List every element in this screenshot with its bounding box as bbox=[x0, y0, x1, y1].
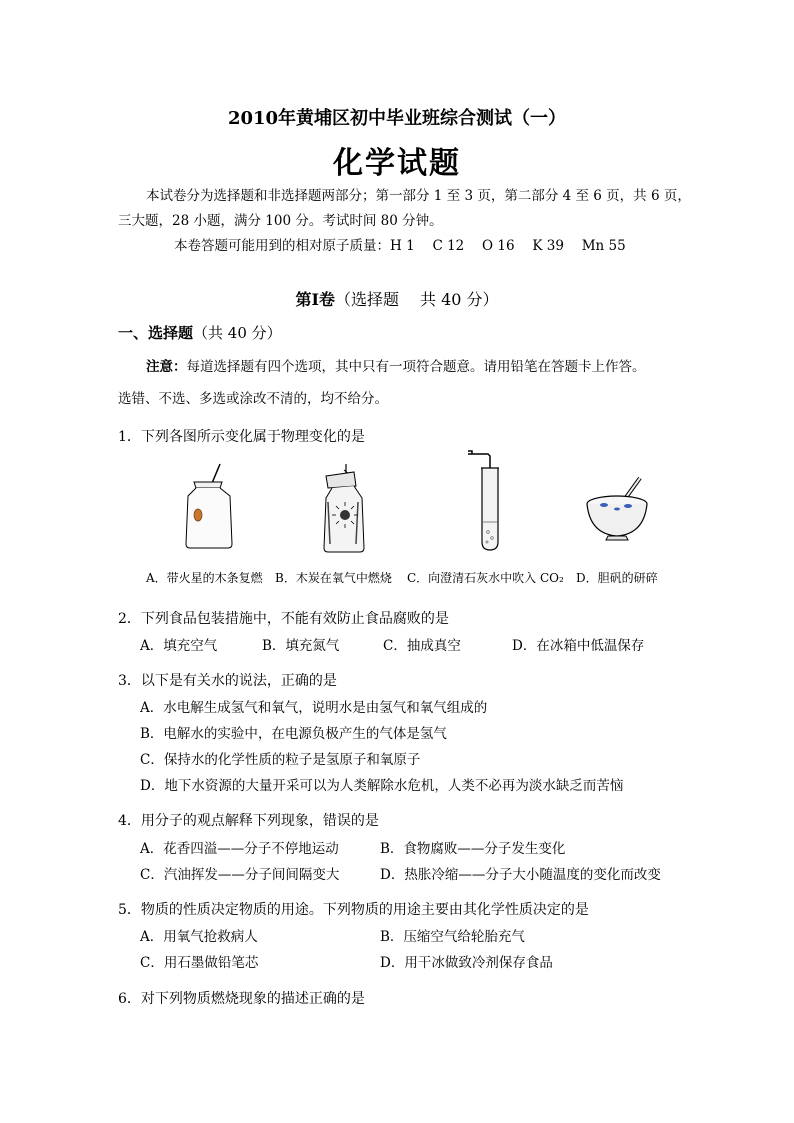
q5-option-d: D．用干冰做致冷剂保存食品 bbox=[380, 955, 553, 971]
part-one-label: 第Ⅰ卷 bbox=[295, 290, 335, 309]
note-line-2: 选错、不选、多选或涂改不清的，均不给分。 bbox=[118, 391, 388, 407]
question-6-stem: 6．对下列物质燃烧现象的描述正确的是 bbox=[118, 991, 365, 1007]
exam-title: 2010年黄埔区初中毕业班综合测试（一） bbox=[227, 108, 567, 129]
q3-option-c: C．保持水的化学性质的粒子是氢原子和氧原子 bbox=[140, 752, 421, 768]
q5-option-c: C．用石墨做铅笔芯 bbox=[140, 955, 259, 971]
q2-option-a: A．填充空气 bbox=[140, 638, 218, 654]
q5-option-b: B．压缩空气给轮胎充气 bbox=[380, 929, 525, 945]
q1-caption-b: B．木炭在氧气中燃烧 bbox=[275, 571, 392, 585]
question-4-stem: 4．用分子的观点解释下列现象，错误的是 bbox=[118, 813, 379, 829]
question-2-stem: 2．下列食品包装措施中，不能有效防止食品腐败的是 bbox=[118, 611, 449, 627]
question-1-stem: 1．下列各图所示变化属于物理变化的是 bbox=[118, 429, 365, 445]
mortar-pestle-figure bbox=[584, 474, 654, 548]
section-one-heading bbox=[118, 322, 282, 343]
q3-option-a: A．水电解生成氢气和氧气，说明水是由氢气和氧气组成的 bbox=[140, 700, 488, 716]
part-one-heading bbox=[0, 287, 794, 310]
intro-atomic-masses: 本卷答题可能用到的相对原子质量：H 1 C 12 O 16 K 39 Mn 55 bbox=[174, 238, 626, 254]
q4-option-b: B．食物腐败——分子发生变化 bbox=[380, 841, 566, 857]
q4-option-d: D．热胀冷缩——分子大小随温度的变化而改变 bbox=[380, 867, 661, 883]
q4-option-a: A．花香四溢——分子不停地运动 bbox=[140, 841, 339, 857]
question-5-stem: 5．物质的性质决定物质的用途。下列物质的用途主要由其化学性质决定的是 bbox=[118, 902, 589, 918]
note-label: 注意： bbox=[146, 359, 187, 375]
q2-option-b: B．填充氮气 bbox=[262, 638, 340, 654]
question-3-stem: 3．以下是有关水的说法，正确的是 bbox=[118, 673, 337, 689]
q3-option-d: D．地下水资源的大量开采可以为人类解除水危机，人类不必再为淡水缺乏而苦恼 bbox=[140, 778, 624, 794]
section-one-label: 一、选择题 bbox=[118, 324, 194, 342]
subject-title: 化学试题 bbox=[333, 146, 461, 181]
q4-option-c: C．汽油挥发——分子间间隔变大 bbox=[140, 867, 340, 883]
limewater-tube-figure bbox=[460, 448, 510, 553]
q1-caption-c: C．向澄清石灰水中吹入 CO₂ bbox=[407, 571, 564, 585]
charcoal-oxygen-figure bbox=[318, 462, 368, 557]
q2-option-c: C．抽成真空 bbox=[383, 638, 461, 654]
intro-line-2: 三大题，28 小题，满分 100 分。考试时间 80 分钟。 bbox=[118, 213, 443, 229]
jar-splint-figure bbox=[176, 462, 242, 552]
q3-option-b: B．电解水的实验中，在电源负极产生的气体是氢气 bbox=[140, 726, 447, 742]
q1-caption-d: D．胆矾的研碎 bbox=[576, 571, 658, 585]
part-one-desc: （选择题 共 40 分） bbox=[334, 290, 499, 309]
q1-caption-a: A．带火星的木条复燃 bbox=[146, 571, 263, 585]
q5-option-a: A．用氧气抢救病人 bbox=[140, 929, 258, 945]
note-line-1 bbox=[146, 355, 646, 375]
section-one-points: （共 40 分） bbox=[193, 324, 282, 342]
note-text-1: 每道选择题有四个选项，其中只有一项符合题意。请用铅笔在答题卡上作答。 bbox=[186, 359, 646, 375]
intro-line-1: 本试卷分为选择题和非选择题两部分；第一部分 1 至 3 页，第二部分 4 至 6 页，共 6 页， bbox=[146, 188, 691, 204]
q2-option-d: D．在冰箱中低温保存 bbox=[512, 638, 645, 654]
